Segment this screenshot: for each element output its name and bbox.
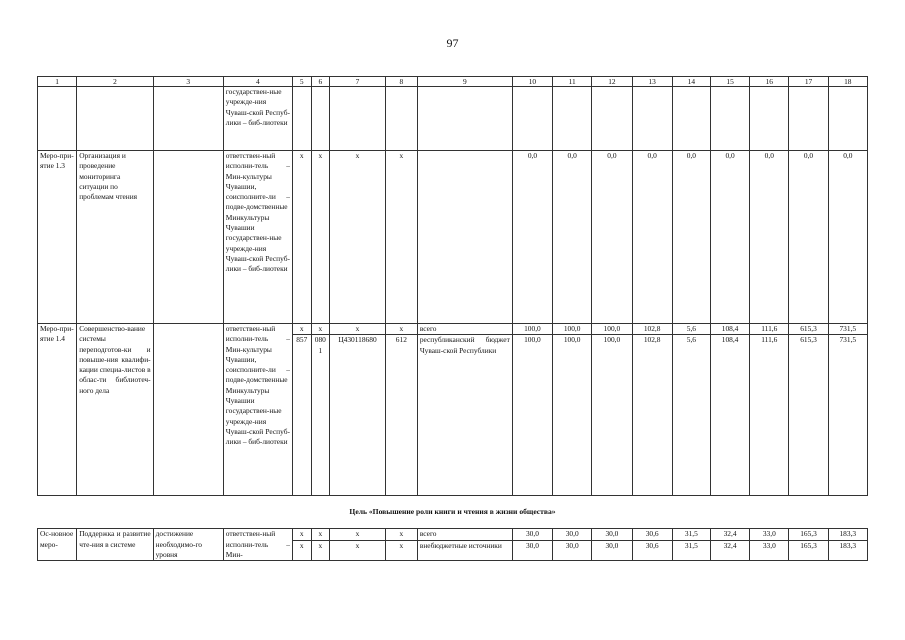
value-cell: 30,0 <box>592 529 632 541</box>
code-cell: х <box>292 540 311 560</box>
column-number: 13 <box>632 77 672 87</box>
value-cell: 165,3 <box>789 540 828 560</box>
column-number: 9 <box>417 77 512 87</box>
value-cell: 0,0 <box>828 151 867 324</box>
goal-cell <box>153 324 223 496</box>
column-number: 1 <box>38 77 77 87</box>
goal-cell <box>153 151 223 324</box>
column-number: 11 <box>553 77 592 87</box>
executor-cell: ответствен-ный исполни-тель – Мин-культуры Чувашии, соисполните-ли – подве-домственные Минкультуры Чувашии государствен-ные учрежде-ния Чуваш-ской Респуб-лики – биб-лиотеки <box>223 324 292 496</box>
value-cell: 32,4 <box>710 540 749 560</box>
value-cell: 102,8 <box>632 324 672 335</box>
source-cell <box>417 151 512 324</box>
value-cell: 30,0 <box>512 529 552 541</box>
executor-cell: ответствен-ный исполни-тель – Мин-культуры Чувашии, соисполните-ли – подве-домственные Минкультуры Чувашии государствен-ные учрежде-ния Чуваш-ской Респуб-лики – биб-лиотеки <box>223 151 292 324</box>
event-id-cell: Меро-при-ятие 1.3 <box>38 151 77 324</box>
value-cell: 165,3 <box>789 529 828 541</box>
column-number: 10 <box>512 77 552 87</box>
code-cell: х <box>330 151 386 324</box>
value-cell: 183,3 <box>828 529 867 541</box>
column-number: 6 <box>311 77 330 87</box>
value-cell: 5,6 <box>672 324 710 335</box>
value-cell: 100,0 <box>592 324 632 335</box>
value-cell: 111,6 <box>750 324 789 335</box>
goal-heading-row <box>38 496 868 529</box>
code-cell: х <box>385 529 417 541</box>
executor-cell: государствен-ные учрежде-ния Чуваш-ской Респуб-лики – биб-лиотеки <box>223 87 292 151</box>
code-cell: х <box>330 540 386 560</box>
value-cell: 108,4 <box>710 335 749 496</box>
value-cell: 31,5 <box>672 540 710 560</box>
code-cell: х <box>311 529 330 541</box>
event-id-cell: Меро-при-ятие 1.4 <box>38 324 77 496</box>
code-cell: х <box>385 324 417 335</box>
code-cell: 0801 <box>311 335 330 496</box>
value-cell: 32,4 <box>710 529 749 541</box>
value-cell: 100,0 <box>592 335 632 496</box>
code-cell: х <box>292 324 311 335</box>
column-number: 12 <box>592 77 632 87</box>
value-cell: 731,5 <box>828 335 867 496</box>
value-cell: 731,5 <box>828 324 867 335</box>
value-cell: 5,6 <box>672 335 710 496</box>
value-cell: 30,0 <box>553 529 592 541</box>
column-number: 17 <box>789 77 828 87</box>
column-number: 8 <box>385 77 417 87</box>
column-number: 3 <box>153 77 223 87</box>
code-cell: х <box>292 151 311 324</box>
code-cell: х <box>385 540 417 560</box>
table-row-main-event <box>38 529 868 541</box>
column-number: 14 <box>672 77 710 87</box>
value-cell: 0,0 <box>553 151 592 324</box>
code-cell: х <box>330 529 386 541</box>
value-cell: 100,0 <box>512 335 552 496</box>
code-cell: 857 <box>292 335 311 496</box>
value-cell: 0,0 <box>592 151 632 324</box>
goal-heading: Цель «Повышение роли книги и чтения в жизни общества» <box>349 507 556 517</box>
executor-cell: ответствен-ный исполни-тель – Мин- <box>223 529 292 561</box>
value-cell: 615,3 <box>789 335 828 496</box>
value-cell: 30,0 <box>592 540 632 560</box>
event-name-cell: Совершенство-вание системы переподготов-ки и повыше-ния квалифи-кации специа-листов в облас-ти библиотеч-ного дела <box>77 324 153 496</box>
event-name-cell: Организация и проведение мониторинга ситуации по проблемам чтения <box>77 151 153 324</box>
code-cell: х <box>311 151 330 324</box>
source-cell: всего <box>417 529 512 541</box>
column-number: 7 <box>330 77 386 87</box>
event-name-cell: Поддержка и развитие чте-ния в системе <box>77 529 153 561</box>
value-cell: 0,0 <box>512 151 552 324</box>
value-cell: 615,3 <box>789 324 828 335</box>
code-cell: х <box>330 324 386 335</box>
column-number: 4 <box>223 77 292 87</box>
page-number: 97 <box>446 36 459 50</box>
column-number: 5 <box>292 77 311 87</box>
value-cell: 30,6 <box>632 529 672 541</box>
code-cell: х <box>385 151 417 324</box>
value-cell: 0,0 <box>789 151 828 324</box>
code-cell: Ц430118680 <box>330 335 386 496</box>
value-cell: 31,5 <box>672 529 710 541</box>
column-number: 18 <box>828 77 867 87</box>
event-id-cell: Ос-новное меро- <box>38 529 77 561</box>
goal-cell: достижение необходимо-го уровня <box>153 529 223 561</box>
value-cell: 30,0 <box>512 540 552 560</box>
table-row-event-1-4 <box>38 324 868 335</box>
value-cell: 0,0 <box>672 151 710 324</box>
code-cell: 612 <box>385 335 417 496</box>
value-cell: 0,0 <box>710 151 749 324</box>
code-cell: х <box>311 540 330 560</box>
column-number: 16 <box>750 77 789 87</box>
column-number: 2 <box>77 77 153 87</box>
value-cell: 0,0 <box>750 151 789 324</box>
value-cell: 100,0 <box>512 324 552 335</box>
value-cell: 30,6 <box>632 540 672 560</box>
value-cell: 102,8 <box>632 335 672 496</box>
source-cell: внебюджетные источники <box>417 540 512 560</box>
code-cell: х <box>292 529 311 541</box>
value-cell: 33,0 <box>750 529 789 541</box>
value-cell: 100,0 <box>553 335 592 496</box>
program-table <box>37 76 868 561</box>
code-cell: х <box>311 324 330 335</box>
source-cell: республиканский бюджет Чуваш-ской Республики <box>417 335 512 496</box>
source-cell: всего <box>417 324 512 335</box>
value-cell: 30,0 <box>553 540 592 560</box>
value-cell: 0,0 <box>632 151 672 324</box>
column-number-row <box>38 77 868 87</box>
column-number: 15 <box>710 77 749 87</box>
table-row-event-1-3 <box>38 151 868 324</box>
value-cell: 111,6 <box>750 335 789 496</box>
value-cell: 108,4 <box>710 324 749 335</box>
table-row-continuation <box>38 87 868 151</box>
value-cell: 100,0 <box>553 324 592 335</box>
value-cell: 183,3 <box>828 540 867 560</box>
value-cell: 33,0 <box>750 540 789 560</box>
